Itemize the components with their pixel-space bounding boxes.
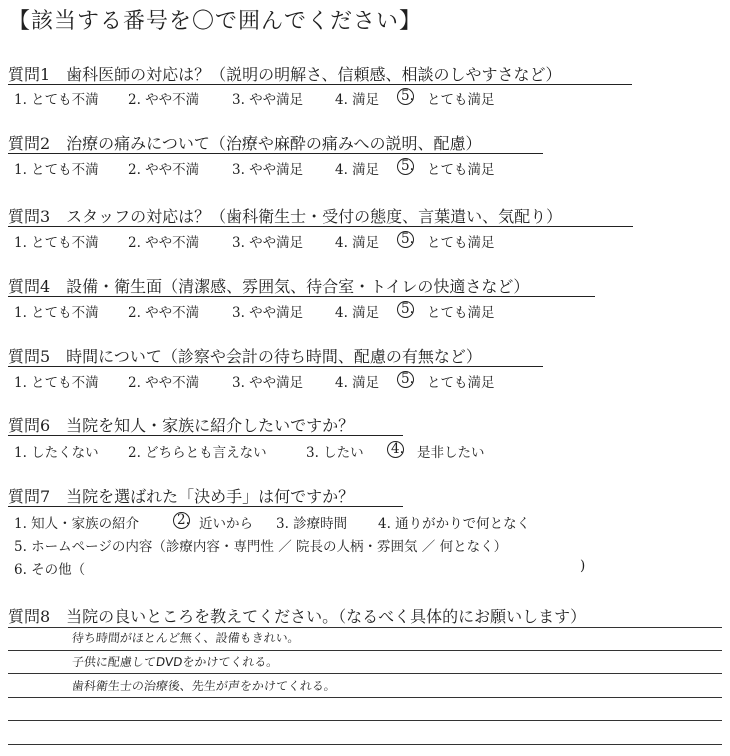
question-2-underline bbox=[8, 153, 543, 154]
answer-line-1 bbox=[8, 627, 722, 628]
q1-option-4[interactable]: 4. 満足 bbox=[335, 92, 380, 108]
q4-selection-circle bbox=[397, 301, 414, 318]
q5-selection-circle bbox=[397, 371, 414, 388]
answer-line-6 bbox=[8, 744, 722, 745]
page-title: 【該当する番号を〇で囲んでください】 bbox=[8, 9, 423, 34]
q1-option-5-number[interactable]: 5. bbox=[401, 88, 414, 104]
q4-option-4[interactable]: 4. 満足 bbox=[335, 305, 380, 321]
q7-option-6[interactable]: 6. その他（ bbox=[14, 562, 86, 578]
question-4-heading: 質問4 設備・衛生面（清潔感、雰囲気、待合室・トイレの快適さなど） bbox=[8, 277, 530, 296]
q5-option-3[interactable]: 3. やや満足 bbox=[232, 375, 304, 391]
q5-option-5-label[interactable]: とても満足 bbox=[427, 375, 495, 391]
question-3-underline bbox=[8, 226, 633, 227]
q2-selection-circle bbox=[397, 158, 414, 175]
answer-line-4 bbox=[8, 697, 722, 698]
q3-selection-circle bbox=[397, 231, 414, 248]
q2-option-5-label[interactable]: とても満足 bbox=[427, 162, 495, 178]
q5-option-5-number[interactable]: 5. bbox=[401, 371, 414, 387]
q6-option-2[interactable]: 2. どちらとも言えない bbox=[128, 445, 267, 461]
q7-selection-circle bbox=[173, 512, 190, 529]
question-6-heading: 質問6 当院を知人・家族に紹介したいですか？ bbox=[8, 416, 355, 435]
q7-option-1[interactable]: 1. 知人・家族の紹介 bbox=[14, 516, 140, 532]
q5-option-4[interactable]: 4. 満足 bbox=[335, 375, 380, 391]
q3-option-2[interactable]: 2. やや不満 bbox=[128, 235, 200, 251]
q2-option-4[interactable]: 4. 満足 bbox=[335, 162, 380, 178]
q4-option-2[interactable]: 2. やや不満 bbox=[128, 305, 200, 321]
q2-option-1[interactable]: 1. とても不満 bbox=[14, 162, 99, 178]
q1-option-5-label[interactable]: とても満足 bbox=[427, 92, 495, 108]
answer-line-5 bbox=[8, 720, 722, 721]
q6-selection-circle bbox=[387, 441, 404, 458]
q5-option-2[interactable]: 2. やや不満 bbox=[128, 375, 200, 391]
q3-option-3[interactable]: 3. やや満足 bbox=[232, 235, 304, 251]
q7-option-3[interactable]: 3. 診療時間 bbox=[276, 516, 348, 532]
q4-option-5-number[interactable]: 5. bbox=[401, 301, 414, 317]
q1-selection-circle bbox=[397, 88, 414, 105]
question-5-heading: 質問5 時間について（診察や会計の待ち時間、配慮の有無など） bbox=[8, 347, 482, 366]
question-3-heading: 質問3 スタッフの対応は？（歯科衛生士・受付の態度、言葉遣い、気配り） bbox=[8, 207, 563, 226]
q3-option-4[interactable]: 4. 満足 bbox=[335, 235, 380, 251]
q6-option-3[interactable]: 3. したい bbox=[306, 445, 364, 461]
question-1-heading: 質問1 歯科医師の対応は？（説明の明解さ、信頼感、相談のしやすさなど） bbox=[8, 65, 562, 84]
q7-option-5[interactable]: 5. ホームページの内容（診療内容・専門性 ／ 院長の人柄・雰囲気 ／ 何となく） bbox=[14, 539, 508, 555]
q1-option-3[interactable]: 3. やや満足 bbox=[232, 92, 304, 108]
q7-option-6-close-paren: ) bbox=[580, 558, 586, 574]
question-6-underline bbox=[8, 435, 403, 436]
q7-option-4[interactable]: 4. 通りがかりで何となく bbox=[378, 516, 531, 532]
q5-option-1[interactable]: 1. とても不満 bbox=[14, 375, 99, 391]
question-1-underline bbox=[8, 84, 632, 85]
q4-option-5-label[interactable]: とても満足 bbox=[427, 305, 495, 321]
handwritten-answer-2: 子供に配慮してDVDをかけてくれる。 bbox=[71, 655, 280, 669]
question-8-heading: 質問8 当院の良いところを教えてください。（なるべく具体的にお願いします） bbox=[8, 607, 587, 626]
q4-option-1[interactable]: 1. とても不満 bbox=[14, 305, 99, 321]
answer-line-2 bbox=[8, 650, 722, 651]
q4-option-3[interactable]: 3. やや満足 bbox=[232, 305, 304, 321]
q1-option-1[interactable]: 1. とても不満 bbox=[14, 92, 99, 108]
q7-option-2-number[interactable]: 2. bbox=[177, 512, 190, 528]
q2-option-3[interactable]: 3. やや満足 bbox=[232, 162, 304, 178]
handwritten-answer-3: 歯科衛生士の治療後、先生が声をかけてくれる。 bbox=[71, 679, 337, 693]
handwritten-answer-1: 待ち時間がほとんど無く、設備もきれい。 bbox=[71, 631, 301, 645]
answer-line-3 bbox=[8, 673, 722, 674]
q1-option-2[interactable]: 2. やや不満 bbox=[128, 92, 200, 108]
question-5-underline bbox=[8, 366, 543, 367]
question-4-underline bbox=[8, 296, 595, 297]
q2-option-5-number[interactable]: 5. bbox=[401, 158, 414, 174]
question-7-underline bbox=[8, 506, 403, 507]
q3-option-5-label[interactable]: とても満足 bbox=[427, 235, 495, 251]
q6-option-1[interactable]: 1. したくない bbox=[14, 445, 99, 461]
q7-option-2-label[interactable]: 近いから bbox=[199, 516, 253, 532]
q6-option-4-number[interactable]: 4. bbox=[391, 441, 404, 457]
question-7-heading: 質問7 当院を選ばれた「決め手」は何ですか？ bbox=[8, 487, 355, 506]
q3-option-5-number[interactable]: 5. bbox=[401, 231, 414, 247]
q3-option-1[interactable]: 1. とても不満 bbox=[14, 235, 99, 251]
q2-option-2[interactable]: 2. やや不満 bbox=[128, 162, 200, 178]
q6-option-4-label[interactable]: 是非したい bbox=[417, 445, 485, 461]
question-2-heading: 質問2 治療の痛みについて（治療や麻酔の痛みへの説明、配慮） bbox=[8, 134, 482, 153]
